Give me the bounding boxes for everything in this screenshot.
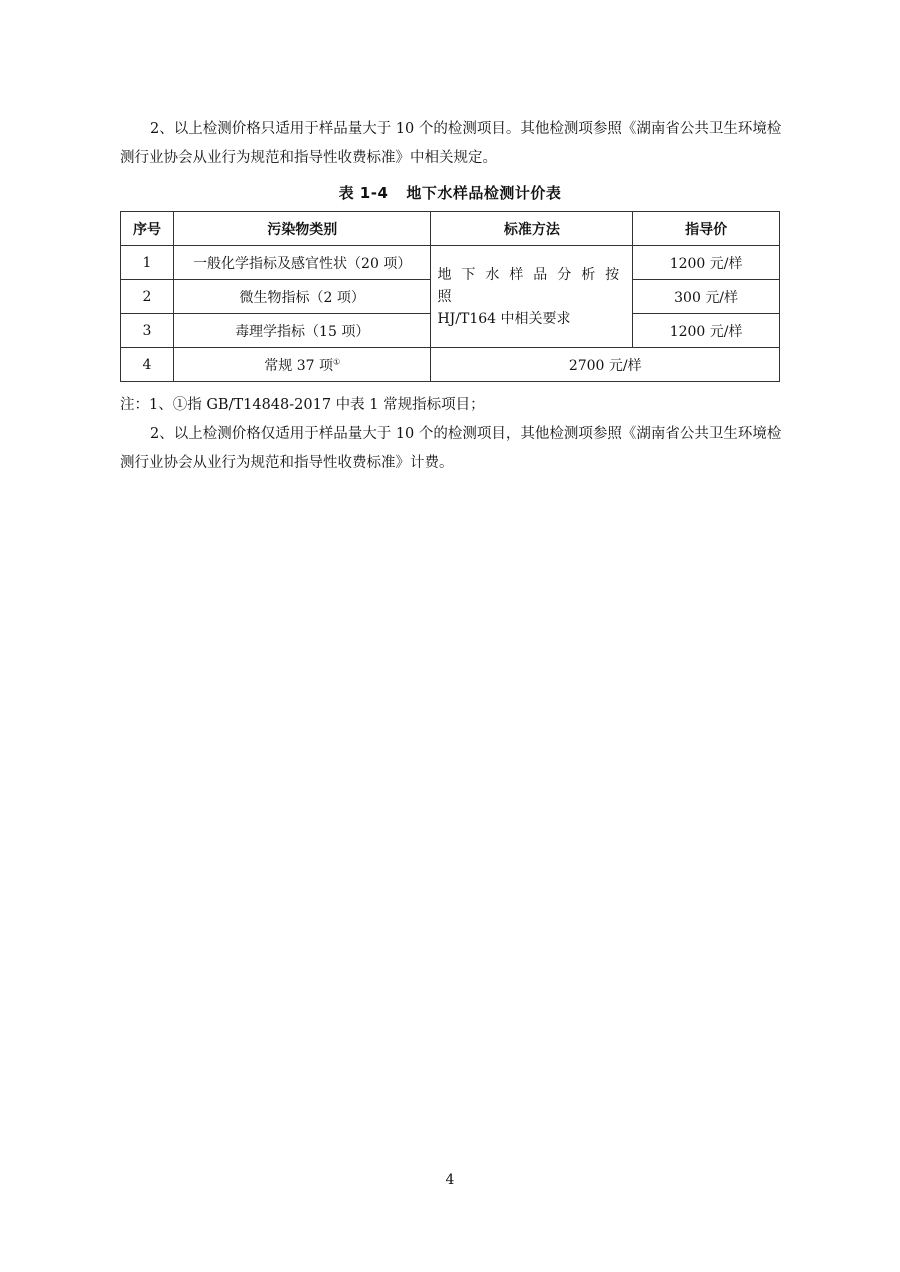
row-price: 300 元/样 xyxy=(633,280,780,314)
row-category-text: 常规 37 项 xyxy=(264,357,333,374)
row-price: 1200 元/样 xyxy=(633,246,780,280)
header-method: 标准方法 xyxy=(431,212,633,246)
table-row xyxy=(121,348,780,382)
row-category xyxy=(173,348,431,382)
row-index: 2 xyxy=(121,280,174,314)
price-table xyxy=(120,211,780,382)
note-1-paragraph xyxy=(120,391,782,420)
row-index: 4 xyxy=(121,348,174,382)
table-row xyxy=(121,246,780,280)
row-index: 1 xyxy=(121,246,174,280)
header-category: 污染物类别 xyxy=(173,212,431,246)
row-category: 微生物指标（2 项） xyxy=(173,280,431,314)
header-price: 指导价 xyxy=(633,212,780,246)
table-number: 表 1-4 xyxy=(338,184,389,202)
method-line-2: HJ/T164 中相关要求 xyxy=(437,310,571,327)
top-note-text: 2、以上检测价格只适用于样品量大于 10 个的检测项目。其他检测项参照《湖南省公共卫生环境检测行业协会从业行为规范和指导性收费标准》中相关规定。 xyxy=(120,121,782,166)
row-price: 1200 元/样 xyxy=(633,314,780,348)
standard-method-cell xyxy=(431,246,633,348)
top-note-paragraph xyxy=(120,115,782,173)
table-header-row xyxy=(121,212,780,246)
note-2-paragraph xyxy=(120,420,782,478)
page-number: 4 xyxy=(445,1172,455,1188)
table-title: 地下水样品检测计价表 xyxy=(406,184,562,202)
note-2-text: 2、以上检测价格仅适用于样品量大于 10 个的检测项目，其他检测项参照《湖南省公共卫生环境检测行业协会从业行为规范和指导性收费标准》计费。 xyxy=(120,426,782,471)
row-index: 3 xyxy=(121,314,174,348)
note-1-text: 注：1、①指 GB/T14848-2017 中表 1 常规指标项目； xyxy=(120,397,485,413)
table-caption xyxy=(120,182,780,203)
row-category: 一般化学指标及感官性状（20 项） xyxy=(173,246,431,280)
row-price-merged: 2700 元/样 xyxy=(431,348,780,382)
method-line-1: 地下水样品分析按照 xyxy=(437,266,627,305)
footnote-mark: ① xyxy=(332,356,341,366)
header-index: 序号 xyxy=(121,212,174,246)
row-category: 毒理学指标（15 项） xyxy=(173,314,431,348)
